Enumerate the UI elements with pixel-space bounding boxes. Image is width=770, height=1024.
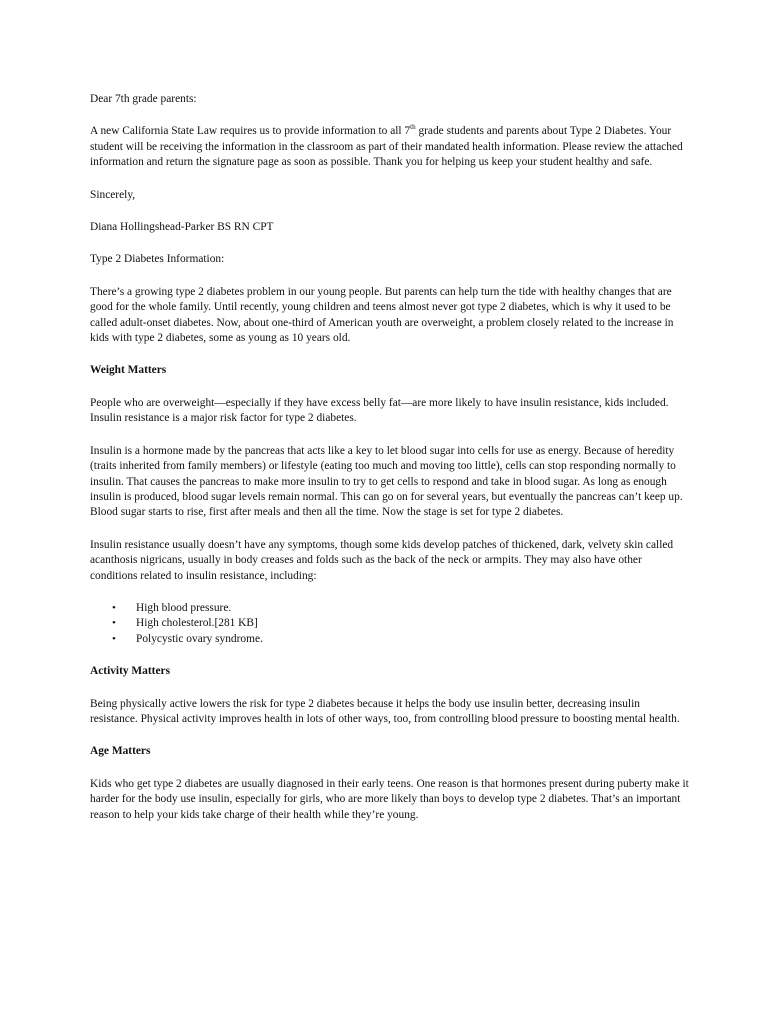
list-item-text: High blood pressure. [136, 601, 232, 614]
list-item-text: High cholesterol.[281 KB] [136, 617, 258, 630]
age-paragraph: Kids who get type 2 diabetes are usually diagnosed in their early teens. One reason is that hormones present during puberty make it harder for the body use insulin, especially for girls, who are more likely than boys to develop type 2 diabetes. That’s an important reason to help your kids take charge of their health while they’re young. [90, 777, 689, 821]
weight-paragraph-3: Insulin resistance usually doesn’t have any symptoms, though some kids develop patches of thickened, dark, velvety skin called acanthosis nigricans, usually in body creases and folds such as the back of the neck or armpits. They may also have other conditions related to insulin resistance, including: [90, 538, 674, 582]
ordinal-superscript: th [410, 123, 416, 132]
bullet-icon: • [112, 601, 116, 614]
closing: Sincerely, [90, 188, 136, 201]
weight-paragraph-2: Insulin is a hormone made by the pancreas that acts like a key to let blood sugar into cells for use as energy. Because of heredity (traits inherited from family members) or lifestyle (eating too much and moving too little), cells can stop responding normally to insulin. That causes the pancreas to make more insulin to try to get cells to respond and take in blood sugar. As long as enough insulin is produced, blood sugar levels remain normal. This can go on for several years, but eventually the pancreas can’t keep up. Blood sugar starts to rise, first after meals and then all the time. Now the stage is set for type 2 diabetes. [90, 444, 683, 519]
bullet-icon: • [112, 617, 116, 630]
conditions-list [90, 601, 690, 647]
weight-paragraph-1: People who are overweight—especially if they have excess belly fat—are more likely to have insulin resistance, kids included. Insulin resistance is a major risk factor for type 2 diabetes. [90, 396, 669, 425]
bullet-icon: • [112, 632, 116, 645]
age-heading: Age Matters [90, 745, 151, 758]
list-item [112, 601, 690, 616]
intro-text-start: A new California State Law requires us to provide information to all 7 [90, 125, 411, 138]
list-item [112, 616, 690, 631]
list-item [112, 632, 690, 647]
intro-text-end: grade students and parents about Type 2 Diabetes. Your student will be receiving the information in the classroom as part of their mandated health information. Please review the attached information and return the signature page as soon as possible. Thank you for helping us keep your student healthy and safe. [90, 125, 683, 169]
activity-heading: Activity Matters [90, 665, 171, 678]
info-heading: Type 2 Diabetes Information: [90, 253, 225, 266]
weight-heading: Weight Matters [90, 364, 167, 377]
greeting: Dear 7th grade parents: [90, 93, 197, 105]
list-item-text: Polycystic ovary syndrome. [136, 632, 263, 645]
activity-paragraph: Being physically active lowers the risk for type 2 diabetes because it helps the body use insulin better, decreasing insulin resistance. Physical activity improves health in lots of other ways, too, from controlling blood pressure to boosting mental health. [90, 697, 680, 725]
document-page [90, 92, 690, 840]
info-paragraph: There’s a growing type 2 diabetes problem in our young people. But parents can help turn the tide with healthy changes that are good for the whole family. Until recently, young children and teens almost never got type 2 diabetes, which is why it used to be called adult-onset diabetes. Now, about one-third of American youth are overweight, a problem closely related to the increase in kids with type 2 diabetes, some as young as 10 years old. [90, 285, 674, 345]
intro-paragraph [90, 124, 690, 170]
signature: Diana Hollingshead-Parker BS RN CPT [90, 221, 274, 234]
